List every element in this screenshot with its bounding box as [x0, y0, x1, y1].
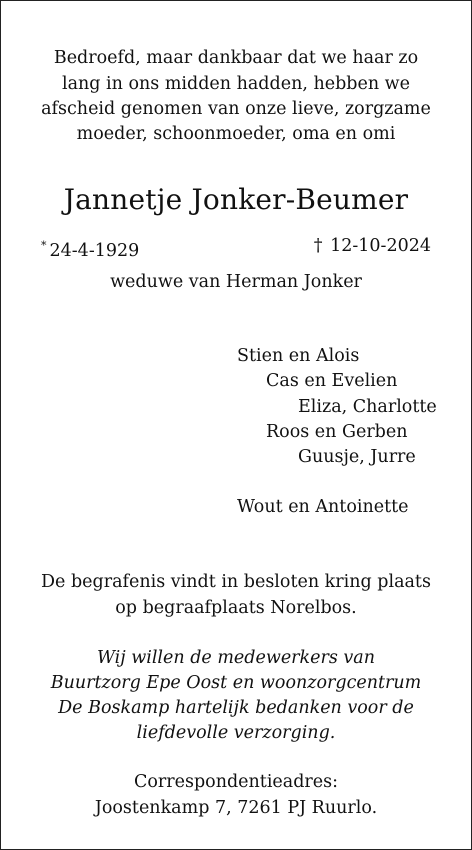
intro-line: lang in ons midden hadden, hebben we: [61, 74, 411, 94]
thanks-line: Wij willen de medewerkers van: [96, 648, 376, 668]
funeral-line: op begraafplaats Norelbos.: [115, 598, 357, 618]
family-line: Roos en Gerben: [266, 422, 408, 442]
funeral-line: De begrafenis vindt in besloten kring plaats: [41, 572, 431, 592]
birth-date-block: [41, 234, 139, 263]
death-date-block: [314, 234, 431, 258]
death-date: 12-10-2024: [330, 236, 431, 256]
death-cross-symbol: †: [313, 236, 323, 256]
family-line: Wout en Antoinette: [237, 497, 409, 517]
thanks-line: liefdevolle verzorging.: [136, 723, 336, 743]
family-line: Guusje, Jurre: [298, 447, 416, 467]
intro-line: Bedroefd, maar dankbaar dat we haar zo: [53, 48, 419, 68]
deceased-name: Jannetje Jonker-Beumer: [63, 183, 409, 216]
birth-star-symbol: *: [41, 239, 47, 252]
birth-date: 24-4-1929: [49, 241, 140, 261]
correspondence-label: Correspondentieadres:: [133, 772, 339, 792]
widow-line: weduwe van Herman Jonker: [110, 272, 362, 292]
intro-line: afscheid genomen van onze lieve, zorgzame: [41, 99, 431, 119]
family-line: Cas en Evelien: [266, 371, 398, 391]
family-line: Stien en Alois: [237, 346, 360, 366]
intro-line: moeder, schoonmoeder, oma en omi: [76, 124, 396, 144]
family-line: Eliza, Charlotte: [298, 397, 437, 417]
correspondence-address: Joostenkamp 7, 7261 PJ Ruurlo.: [94, 798, 378, 818]
thanks-line: De Boskamp hartelijk bedanken voor de: [58, 698, 414, 718]
thanks-line: Buurtzorg Epe Oost en woonzorgcentrum: [50, 673, 422, 693]
